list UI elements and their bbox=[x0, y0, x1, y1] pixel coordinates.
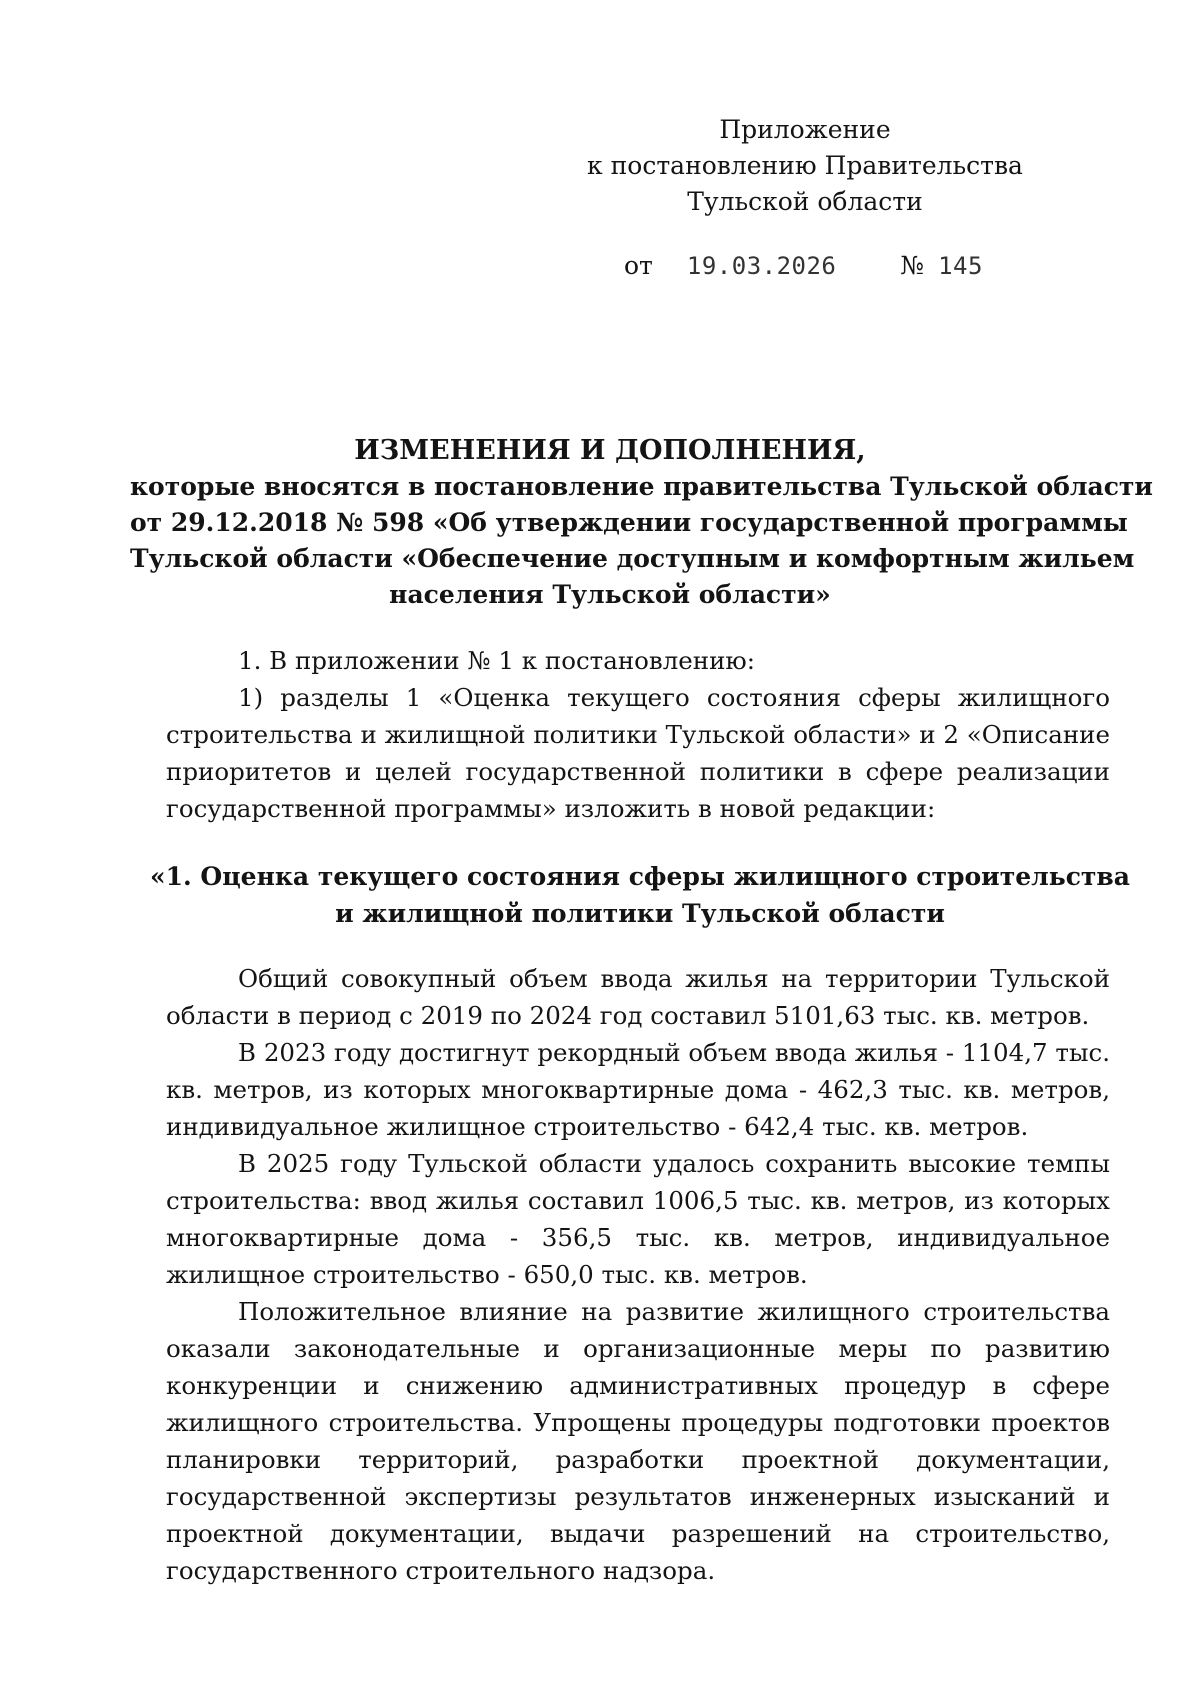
section-1-heading-line-1: «1. Оценка текущего состояния сферы жилищного строительства bbox=[150, 862, 1130, 891]
title-line-5: населения Тульской области» bbox=[389, 580, 831, 609]
title-line-2: которые вносятся в постановление правительства Тульской области bbox=[130, 472, 1153, 501]
intro-item-1-1: 1) разделы 1 «Оценка текущего состояния сферы жилищного строительства и жилищной политики Тульской области» и 2 «Описание приоритетов и целей государственной политики в сфере реализации государственной программы» изложить в новой редакции: bbox=[166, 683, 1110, 823]
date-label: от bbox=[624, 251, 653, 280]
paragraph: В 2025 году Тульской области удалось сохранить высокие темпы строительства: ввод жилья составил 1006,5 тыс. кв. метров, из которых многоквартирные дома - 356,5 тыс. кв. метров, индивидуальное жилищное строительство - 650,0 тыс. кв. метров. bbox=[166, 1149, 1110, 1289]
section-1-heading-line-2: и жилищной политики Тульской области bbox=[335, 899, 945, 928]
number-value: 145 bbox=[938, 252, 983, 280]
document-reference bbox=[624, 248, 983, 284]
paragraph: Общий совокупный объем ввода жилья на территории Тульской области в период с 2019 по 2024 год составил 5101,63 тыс. кв. метров. bbox=[166, 964, 1110, 1030]
title-line-4: Тульской области «Обеспечение доступным и комфортным жильем bbox=[130, 544, 1135, 573]
appendix-line-1: Приложение bbox=[719, 115, 891, 144]
number-label: № bbox=[900, 251, 925, 280]
appendix-line-2: к постановлению Правительства bbox=[587, 151, 1023, 180]
document-title bbox=[130, 433, 1153, 613]
intro-item-1: 1. В приложении № 1 к постановлению: bbox=[238, 646, 756, 675]
date-value: 19.03.2026 bbox=[686, 252, 837, 280]
paragraph: В 2023 году достигнут рекордный объем ввода жилья - 1104,7 тыс. кв. метров, из которых многоквартирные дома - 462,3 тыс. кв. метров, индивидуальное жилищное строительство - 642,4 тыс. кв. метров. bbox=[166, 1038, 1110, 1141]
section-1-body bbox=[166, 960, 1110, 1589]
section-1-heading bbox=[150, 858, 1130, 932]
appendix-header bbox=[560, 112, 1050, 220]
title-line-1: ИЗМЕНЕНИЯ И ДОПОЛНЕНИЯ, bbox=[354, 435, 866, 466]
appendix-line-3: Тульской области bbox=[687, 187, 923, 216]
intro-block bbox=[166, 642, 1110, 827]
paragraph: Положительное влияние на развитие жилищного строительства оказали законодательные и организационные меры по развитию конкуренции и снижению административных процедур в сфере жилищного строительства. Упрощены процедуры подготовки проектов планировки территорий, разработки проектной документации, государственной экспертизы результатов инженерных изысканий и проектной документации, выдачи разрешений на строительство, государственного строительного надзора. bbox=[166, 1297, 1110, 1585]
title-line-3: от 29.12.2018 № 598 «Об утверждении государственной программы bbox=[130, 508, 1128, 537]
